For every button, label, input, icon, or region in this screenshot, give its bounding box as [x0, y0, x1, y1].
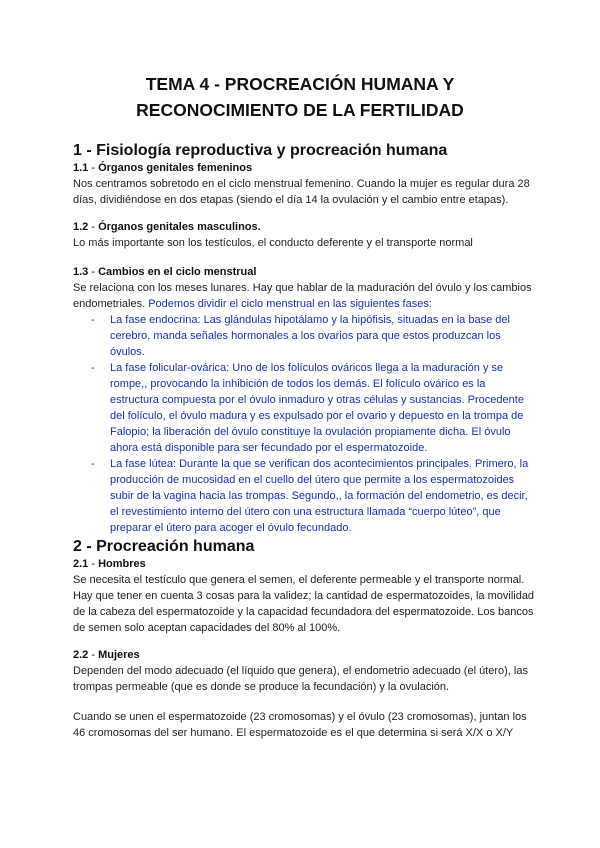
list-item [73, 456, 535, 536]
subsection-number: 1.2 [73, 221, 89, 233]
paragraph-1-2: Lo más importante son los testículos, el conducto deferente y el transporte normal [73, 237, 473, 249]
subsection-title: Hombres [98, 558, 146, 570]
phases-list [73, 312, 535, 536]
subsection-2-1-heading [73, 558, 146, 570]
subsection-number: 1.1 [73, 162, 89, 174]
phase-lutea: La fase lútea: Durante la que se verifican dos acontecimientos principales. Primero, la producción de mucosidad en el cuello del útero que permite a los espermatozoides subir de la vagina hacia las trompas. Segundo,, la formación del endometrio, es decir, el revestimiento interno del útero con una estructura llamada “cuerpo lúteo”, que preparar el útero para acoger el óvulo fecundado. [110, 458, 529, 534]
subsection-number: 1.3 [73, 266, 89, 278]
subsection-number: 2.2 [73, 649, 89, 661]
subsection-2-2-heading [73, 649, 140, 661]
heading-separator: - [88, 649, 99, 661]
heading-separator: - [88, 162, 99, 174]
paragraph-1-3 [73, 280, 535, 312]
subsection-title: Órganos genitales femeninos [98, 162, 253, 174]
heading-separator: - [88, 221, 99, 233]
paragraph-1-1: Nos centramos sobretodo en el ciclo menstrual femenino. Cuando la mujer es regular dura 28 días, dividiéndose en dos etapas (siendo el día 14 la ovulación y el cambio entre etapas). [73, 178, 530, 206]
subsection-1-1-heading [73, 162, 252, 174]
subsection-title: Mujeres [98, 649, 140, 661]
heading-separator: - [88, 266, 99, 278]
subsection-1-2-heading [73, 221, 261, 233]
paragraph-text: Se relaciona con los meses lunares. Hay que hablar de la maduración del óvulo y los cambios endometriales. [73, 282, 532, 310]
paragraph-2-2: Dependen del modo adecuado (el líquido que genera), el endometrio adecuado (el útero), las trompas permeable (que es donde se produce la fecundación) y la ovulación. [73, 665, 528, 693]
list-dash: - [91, 458, 95, 470]
paragraph-2-2-continued: Cuando se unen el espermatozoide (23 cromosomas) y el óvulo (23 cromosomas), juntan los 46 cromosomas del ser humano. El espermatozoide es el que determina si será X/X o X/Y [73, 711, 527, 739]
section-1-heading: 1 - Fisiología reproductiva y procreación humana [73, 142, 448, 159]
subsection-1-3-heading [73, 266, 256, 278]
list-dash: - [91, 314, 95, 326]
phase-folicular-ovarica: La fase folicular-ovárica: Uno de los folículos ováricos llega a la maduración y se rompe,, provocando la inhibición de todos los demás. El folículo ovárico es la estructura compuesta por el óvulo inmaduro y otras células y sustancias. Procedente del folículo, el óvulo madura y es expulsado por el ovario y depuesto en la trompa de Falopio; la liberación del óvulo constituye la ovulación propiamente dicha. El óvulo ahora está disponible para ser fecundado por el espermatozoide. [110, 362, 524, 454]
title-line-2: RECONOCIMIENTO DE LA FERTILIDAD [136, 100, 464, 120]
document-title [40, 71, 560, 123]
phases-intro: Podemos dividir el ciclo menstrual en las siguientes fases: [148, 298, 432, 310]
subsection-number: 2.1 [73, 558, 89, 570]
title-line-1: TEMA 4 - PROCREACIÓN HUMANA Y [145, 74, 455, 94]
heading-separator: - [88, 558, 99, 570]
phase-endocrina: La fase endocrina: Las glándulas hipotálamo y la hipófisis, situadas en la base del cerebro, manda señales hormonales a los ovarios para que estos produzcan los óvulos. [110, 314, 510, 358]
list-item [73, 312, 535, 360]
subsection-title: Cambios en el ciclo menstrual [98, 266, 257, 278]
list-item [73, 360, 535, 456]
section-2-heading: 2 - Procreación humana [73, 538, 255, 555]
subsection-title: Órganos genitales masculinos. [98, 221, 261, 233]
paragraph-2-1: Se necesita el testículo que genera el semen, el deferente permeable y el transporte normal. Hay que tener en cuenta 3 cosas para la validez; la cantidad de espermatozoides, la movilidad de la cabeza del espermatozoide y la capacidad fecundadora del espermatozoide. Los bancos de semen solo aceptan capacidades del 80% al 100%. [73, 574, 535, 634]
list-dash: - [91, 362, 95, 374]
